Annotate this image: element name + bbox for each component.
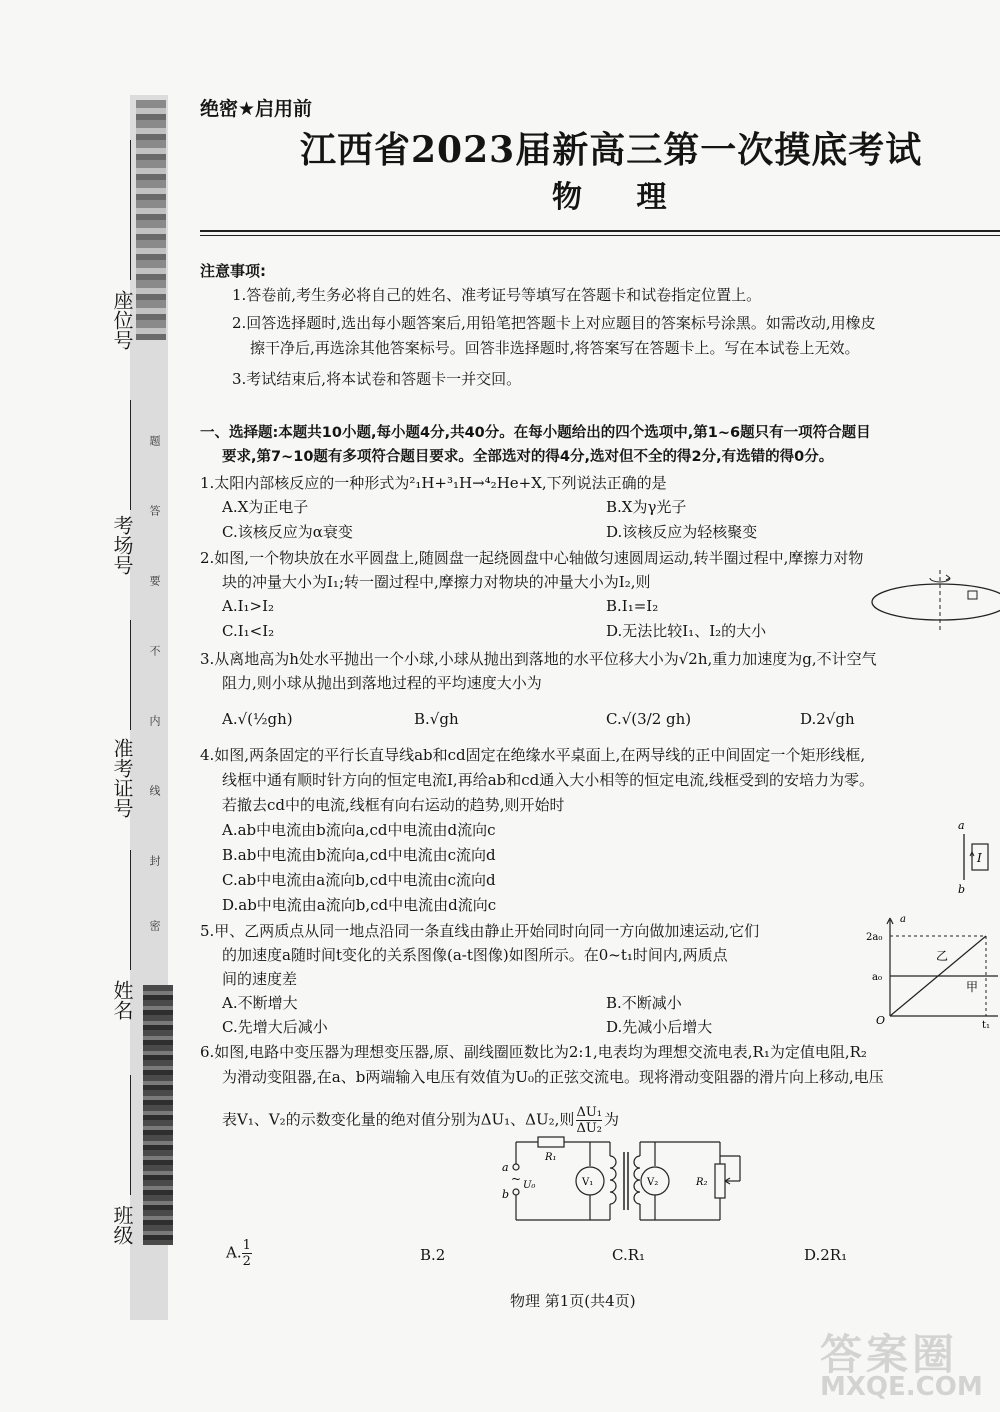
terminal-b-label: b <box>502 1188 510 1201</box>
seat-number-label: 座位号 <box>110 290 134 350</box>
ac-source-symbol: ~ <box>511 1172 522 1186</box>
question-4-stem-continued: 若撤去cd中的电流,线框有向右运动的趋势,则开始时 <box>222 796 565 814</box>
question-4-option-a: A.ab中电流由b流向a,cd中电流由d流向c <box>222 821 496 839</box>
watermark-logo: 答案圈 <box>820 1330 959 1379</box>
question-2-option-b: B.I₁=I₂ <box>606 597 659 615</box>
question-2-option-a: A.I₁>I₂ <box>222 597 275 615</box>
seal-char: 答 <box>148 505 161 516</box>
origin-label: O <box>876 1014 886 1027</box>
y-tick-a0: a₀ <box>872 972 882 983</box>
question-5-option-c: C.先增大后减小 <box>222 1018 328 1036</box>
subject-title: 物 理 <box>552 180 689 215</box>
name-line <box>130 850 131 970</box>
seal-char: 题 <box>148 435 161 446</box>
question-5-stem-continued: 的加速度a随时间t变化的关系图像(a-t图像)如图所示。在0~t₁时间内,两质点 <box>222 946 728 964</box>
question-1-option-a: A.X为正电子 <box>222 498 309 516</box>
rotating-disk-figure <box>868 566 1000 636</box>
question-4-option-d: D.ab中电流由a流向b,cd中电流由d流向c <box>222 896 497 914</box>
exam-room-label: 考场号 <box>110 515 134 575</box>
terminal-a-label: a <box>502 1161 509 1174</box>
question-5-option-d: D.先减小后增大 <box>606 1018 713 1036</box>
question-4-stem: 4.如图,两条固定的平行长直导线ab和cd固定在绝缘水平桌面上,在两导线的正中间固定一个矩形线框, <box>200 746 866 764</box>
confidential-mark: 绝密★启用前 <box>200 98 313 120</box>
notice-item: 3.考试结束后,将本试卷和答题卡一并交回。 <box>232 370 522 388</box>
question-4-stem-continued: 线框中通有顺时针方向的恒定电流I,再给ab和cd通入大小相等的恒定电流,线框受到的安培力为零。 <box>222 771 875 789</box>
question-1-option-d: D.该核反应为轻核聚变 <box>606 523 758 541</box>
question-6-option-b: B.2 <box>420 1246 446 1264</box>
question-3-option-c: C.√(3/2 gh) <box>606 710 692 728</box>
x-tick-t1: t₁ <box>982 1020 991 1031</box>
notice-item: 2.回答选择题时,选出每小题答案后,用铅笔把答题卡上对应题目的答案标号涂黑。如需改动,用橡皮 <box>232 314 876 332</box>
question-3-stem-continued: 阻力,则小球从抛出到落地过程的平均速度大小为 <box>222 674 542 692</box>
scan-artifact-top <box>136 100 166 340</box>
seal-char: 内 <box>148 715 161 726</box>
section-heading-continued: 要求,第7~10题有多项符合题目要求。全部选对的得4分,选对但不全的得2分,有选错的得0分。 <box>222 449 834 465</box>
y-tick-2a0: 2a₀ <box>866 932 883 943</box>
class-label: 班级 <box>110 1205 134 1245</box>
question-5-option-a: A.不断增大 <box>222 994 298 1012</box>
acceleration-time-graph <box>862 912 1000 1034</box>
question-3-option-b: B.√gh <box>414 710 459 728</box>
series-jia-label: 甲 <box>966 980 979 994</box>
question-6-option-a: A. $\frac{1}{2}$ <box>226 1238 251 1269</box>
admission-number-label: 准考证号 <box>110 738 134 818</box>
page-footer: 物理 第1页(共4页) <box>510 1292 636 1310</box>
notice-item-continued: 擦干净后,再选涂其他答案标号。回答非选择题时,将答案写在答题卡上。写在本试卷上无效。 <box>250 339 860 357</box>
v1-label: V₁ <box>582 1177 594 1188</box>
seal-char: 密 <box>148 920 161 931</box>
seat-number-line <box>130 140 131 280</box>
question-3-option-d: D.2√gh <box>800 710 855 728</box>
question-4-option-b: B.ab中电流由b流向a,cd中电流由c流向d <box>222 846 496 864</box>
question-5-stem: 5.甲、乙两质点从同一地点沿同一条直线由静止开始同时向同一方向做加速运动,它们 <box>200 922 760 940</box>
v2-label: V₂ <box>647 1177 659 1188</box>
parallel-wires-figure <box>950 818 1000 896</box>
series-yi-label: 乙 <box>936 949 949 963</box>
scan-artifact-bottom <box>143 985 173 1245</box>
question-6-option-d: D.2R₁ <box>804 1246 848 1264</box>
section-heading: 一、选择题:本题共10小题,每小题4分,共40分。在每小题给出的四个选项中,第1~6题只有一项符合题目 <box>200 425 871 441</box>
r1-label: R₁ <box>545 1152 557 1163</box>
seal-char: 封 <box>148 855 161 866</box>
question-5-stem-continued: 间的速度差 <box>222 970 298 988</box>
watermark-url: MXQE.COM <box>820 1372 983 1402</box>
name-label: 姓名 <box>110 980 134 1020</box>
question-3-stem: 3.从离地高为h处水平抛出一个小球,小球从抛出到落地的水平位移大小为√2h,重力加速度为g,不计空气 <box>200 650 877 668</box>
question-2-stem-continued: 块的冲量大小为I₁;转一圈过程中,摩擦力对物块的冲量大小为I₂,则 <box>222 573 651 591</box>
question-6-stem-continued: 为滑动变阻器,在a、b两端输入电压有效值为U₀的正弦交流电。现将滑动变阻器的滑片向上移动,电压 <box>222 1068 884 1086</box>
r2-label: R₂ <box>696 1177 708 1188</box>
exam-room-line <box>130 400 131 510</box>
seal-char: 线 <box>148 785 161 796</box>
exam-title: 江西省2023届新高三第一次摸底考试 <box>300 129 923 171</box>
question-6-stem-continued: 表V₁、V₂的示数变化量的绝对值分别为ΔU₁、ΔU₂,则 $\frac{\text{ΔU₁}}{\text{ΔU₂}}$ 为 <box>222 1105 620 1136</box>
seal-char: 要 <box>148 575 161 586</box>
admission-number-line <box>130 620 131 730</box>
question-1-option-c: C.该核反应为α衰变 <box>222 523 353 541</box>
question-3-option-a: A.√(½gh) <box>222 710 293 728</box>
notice-item: 1.答卷前,考生务必将自己的姓名、准考证号等填写在答题卡和试卷指定位置上。 <box>232 286 762 304</box>
wire-label-a: a <box>958 819 965 832</box>
wire-label-b: b <box>958 883 966 896</box>
question-1-stem: 1.太阳内部核反应的一种形式为²₁H+³₁H→⁴₂He+X,下列说法正确的是 <box>200 474 667 492</box>
question-2-option-d: D.无法比较I₁、I₂的大小 <box>606 622 767 640</box>
loop-current-label: I <box>977 851 982 865</box>
class-line <box>130 1075 131 1195</box>
question-2-stem: 2.如图,一个物块放在水平圆盘上,随圆盘一起绕圆盘中心轴做匀速圆周运动,转半圈过程中,摩擦力对物 <box>200 549 864 567</box>
question-6-stem: 6.如图,电路中变压器为理想变压器,原、副线圈匝数比为2:1,电表均为理想交流电表,R₁为定值电阻,R₂ <box>200 1043 867 1061</box>
y-axis-label: a <box>900 914 906 925</box>
transformer-circuit-figure <box>498 1134 748 1228</box>
question-4-option-c: C.ab中电流由a流向b,cd中电流由c流向d <box>222 871 496 889</box>
header-rule-thin <box>200 235 1000 236</box>
question-2-option-c: C.I₁<I₂ <box>222 622 275 640</box>
question-6-option-c: C.R₁ <box>612 1246 646 1264</box>
header-rule-thick <box>200 230 1000 232</box>
question-1-option-b: B.X为γ光子 <box>606 498 687 516</box>
seal-char: 不 <box>148 645 161 656</box>
notice-heading: 注意事项: <box>200 262 266 280</box>
question-5-option-b: B.不断减小 <box>606 994 682 1012</box>
u0-label: U₀ <box>523 1180 536 1191</box>
